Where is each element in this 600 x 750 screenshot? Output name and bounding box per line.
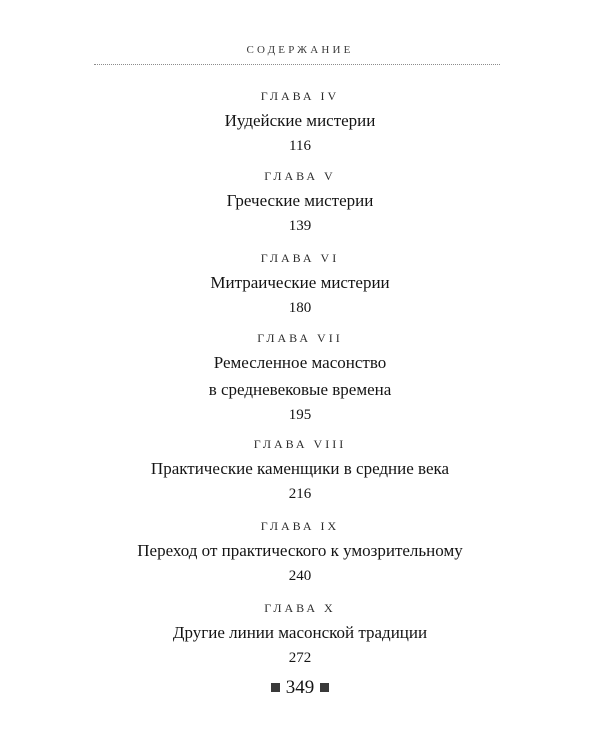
page-number: 139 <box>288 218 312 234</box>
toc-entry-8 <box>0 436 600 505</box>
chapter-number: ГЛАВА X <box>264 601 336 615</box>
chapter-title: Практические каменщики в средние века <box>150 459 450 478</box>
folio-number: 349 <box>285 677 315 698</box>
page-number: 180 <box>288 300 312 316</box>
folio <box>0 676 600 700</box>
chapter-title: Другие линии масонской традиции <box>172 623 428 642</box>
chapter-number: ГЛАВА IX <box>260 519 340 533</box>
toc-entry-10 <box>0 600 600 669</box>
chapter-number: ГЛАВА VIII <box>253 437 347 451</box>
chapter-title-line-1: Ремесленное масонство <box>213 353 387 372</box>
page-number: 116 <box>289 138 311 154</box>
chapter-title-line-2: в средневековые времена <box>208 380 392 399</box>
toc-entry-5 <box>0 168 600 237</box>
page-number: 195 <box>288 407 312 423</box>
toc-entry-7 <box>0 330 600 426</box>
page-number: 240 <box>288 568 312 584</box>
chapter-title: Иудейские мистерии <box>224 111 376 130</box>
header-rule <box>94 64 500 65</box>
square-ornament-icon <box>271 683 280 692</box>
chapter-title: Митраические мистерии <box>210 273 390 292</box>
running-head: СОДЕРЖАНИЕ <box>246 44 354 56</box>
chapter-title: Греческие мистерии <box>226 191 374 210</box>
chapter-number: ГЛАВА VI <box>260 251 340 265</box>
chapter-title: Переход от практического к умозрительному <box>137 541 463 560</box>
page-number: 216 <box>288 486 312 502</box>
toc-entry-9 <box>0 518 600 587</box>
chapter-number: ГЛАВА VII <box>257 331 343 345</box>
page-number: 272 <box>288 650 312 666</box>
toc-entry-4 <box>0 88 600 157</box>
chapter-number: ГЛАВА V <box>264 169 336 183</box>
chapter-number: ГЛАВА IV <box>260 89 340 103</box>
toc-entry-6 <box>0 250 600 319</box>
square-ornament-icon <box>320 683 329 692</box>
